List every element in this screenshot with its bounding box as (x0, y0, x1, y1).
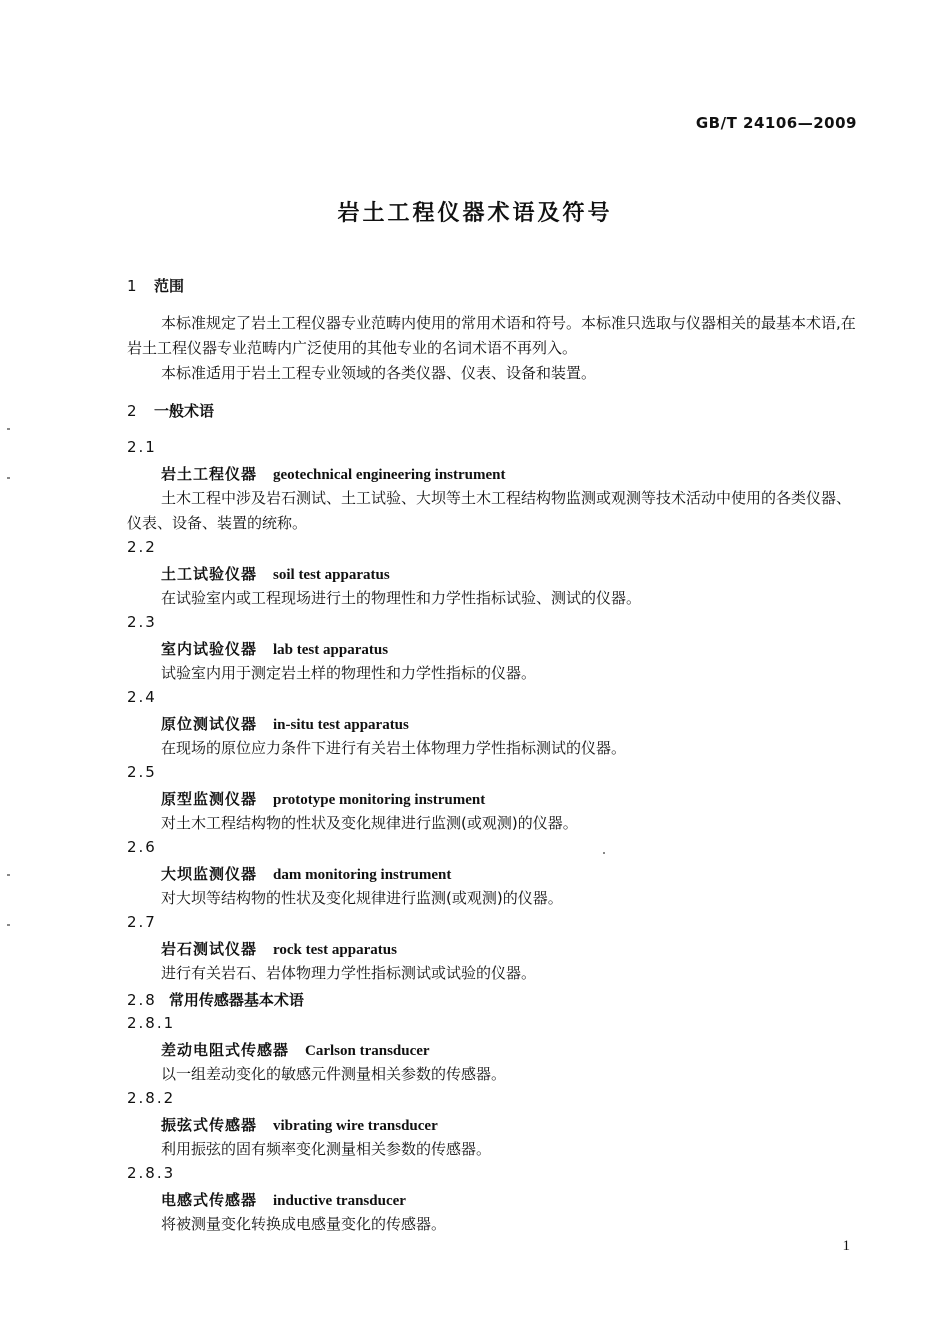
scan-speck (7, 477, 10, 479)
term-definition: 土木工程中涉及岩石测试、土工试验、大坝等土木工程结构物监测或观测等技术活动中使用的各类仪器、仪表、设备、装置的统称。 (127, 489, 852, 532)
term-entry (161, 563, 390, 584)
term-definition: 试验室内用于测定岩土样的物理性和力学性指标的仪器。 (161, 664, 537, 682)
term-english: geotechnical engineering instrument (273, 467, 506, 483)
term-number: 2.2 (127, 538, 157, 556)
term-chinese: 原位测试仪器 (161, 715, 258, 733)
term-definition: 进行有关岩石、岩体物理力学性指标测试或试验的仪器。 (161, 964, 537, 982)
term-chinese: 岩石测试仪器 (161, 940, 258, 958)
term-number: 2.6 (127, 838, 157, 856)
term-number: 2.8.3 (127, 1164, 176, 1182)
term-number: 2.4 (127, 688, 157, 706)
term-english: rock test apparatus (273, 942, 397, 958)
term-chinese: 电感式传感器 (161, 1191, 258, 1209)
scan-speck (7, 874, 10, 876)
section-number: 2 (127, 402, 137, 420)
section-heading-1 (127, 275, 184, 296)
term-entry (161, 1114, 438, 1135)
section-number: 1 (127, 277, 137, 295)
term-entry (161, 863, 451, 884)
term-entry (161, 938, 397, 959)
term-definition: 在现场的原位应力条件下进行有关岩土体物理力学性指标测试的仪器。 (161, 739, 627, 757)
section-heading-2 (127, 400, 214, 421)
term-entry (161, 1189, 406, 1210)
term-english: prototype monitoring instrument (273, 792, 486, 808)
page-number: 1 (842, 1238, 850, 1254)
standard-number: GB/T 24106—2009 (695, 114, 857, 132)
term-chinese: 原型监测仪器 (161, 790, 258, 808)
scope-paragraph-2: 本标准适用于岩土工程专业领域的各类仪器、仪表、设备和装置。 (161, 364, 597, 382)
term-definition: 在试验室内或工程现场进行土的物理性和力学性指标试验、测试的仪器。 (161, 589, 642, 607)
term-number: 2.7 (127, 913, 157, 931)
subsection-number: 2.8 (127, 991, 157, 1009)
term-number: 2.8.2 (127, 1089, 176, 1107)
scope-paragraph-1: 本标准规定了岩土工程仪器专业范畴内使用的常用术语和符号。本标准只选取与仪器相关的最基本术语,在岩土工程仪器专业范畴内广泛使用的其他专业的名词术语不再列入。 (127, 314, 856, 357)
term-chinese: 土工试验仪器 (161, 565, 258, 583)
subsection-heading (127, 989, 304, 1010)
scan-speck (7, 924, 10, 926)
term-definition: 利用振弦的固有频率变化测量相关参数的传感器。 (161, 1140, 492, 1158)
term-entry (161, 788, 485, 809)
term-definition: 将被测量变化转换成电感量变化的传感器。 (161, 1215, 447, 1233)
section-label: 范围 (154, 277, 185, 295)
term-chinese: 大坝监测仪器 (161, 865, 258, 883)
term-english: in-situ test apparatus (273, 717, 409, 733)
term-english: soil test apparatus (273, 567, 390, 583)
term-english: lab test apparatus (273, 642, 389, 658)
term-number: 2.5 (127, 763, 157, 781)
term-definition: 对土木工程结构物的性状及变化规律进行监测(或观测)的仪器。 (161, 814, 578, 832)
term-english: vibrating wire transducer (273, 1118, 438, 1134)
term-entry (161, 638, 388, 659)
term-english: Carlson transducer (305, 1043, 430, 1059)
term-number: 2.1 (127, 438, 157, 456)
term-entry (161, 463, 506, 484)
page-title: 岩土工程仪器术语及符号 (337, 201, 613, 226)
term-number: 2.8.1 (127, 1014, 176, 1032)
term-definition: 对大坝等结构物的性状及变化规律进行监测(或观测)的仪器。 (161, 889, 563, 907)
scope-paragraphs (127, 311, 862, 386)
section-label: 一般术语 (154, 402, 215, 420)
term-english: inductive transducer (273, 1193, 406, 1209)
term-chinese: 差动电阻式传感器 (161, 1041, 290, 1059)
scan-speck (7, 428, 10, 430)
scan-speck (603, 852, 605, 854)
term-chinese: 振弦式传感器 (161, 1116, 258, 1134)
term-number: 2.3 (127, 613, 157, 631)
term-chinese: 室内试验仪器 (161, 640, 258, 658)
term-english: dam monitoring instrument (273, 867, 452, 883)
term-definition: 以一组差动变化的敏感元件测量相关参数的传感器。 (161, 1065, 507, 1083)
term-chinese: 岩土工程仪器 (161, 465, 258, 483)
term-entry (161, 713, 409, 734)
term-entry (161, 1039, 430, 1060)
subsection-label: 常用传感器基本术语 (168, 991, 304, 1009)
